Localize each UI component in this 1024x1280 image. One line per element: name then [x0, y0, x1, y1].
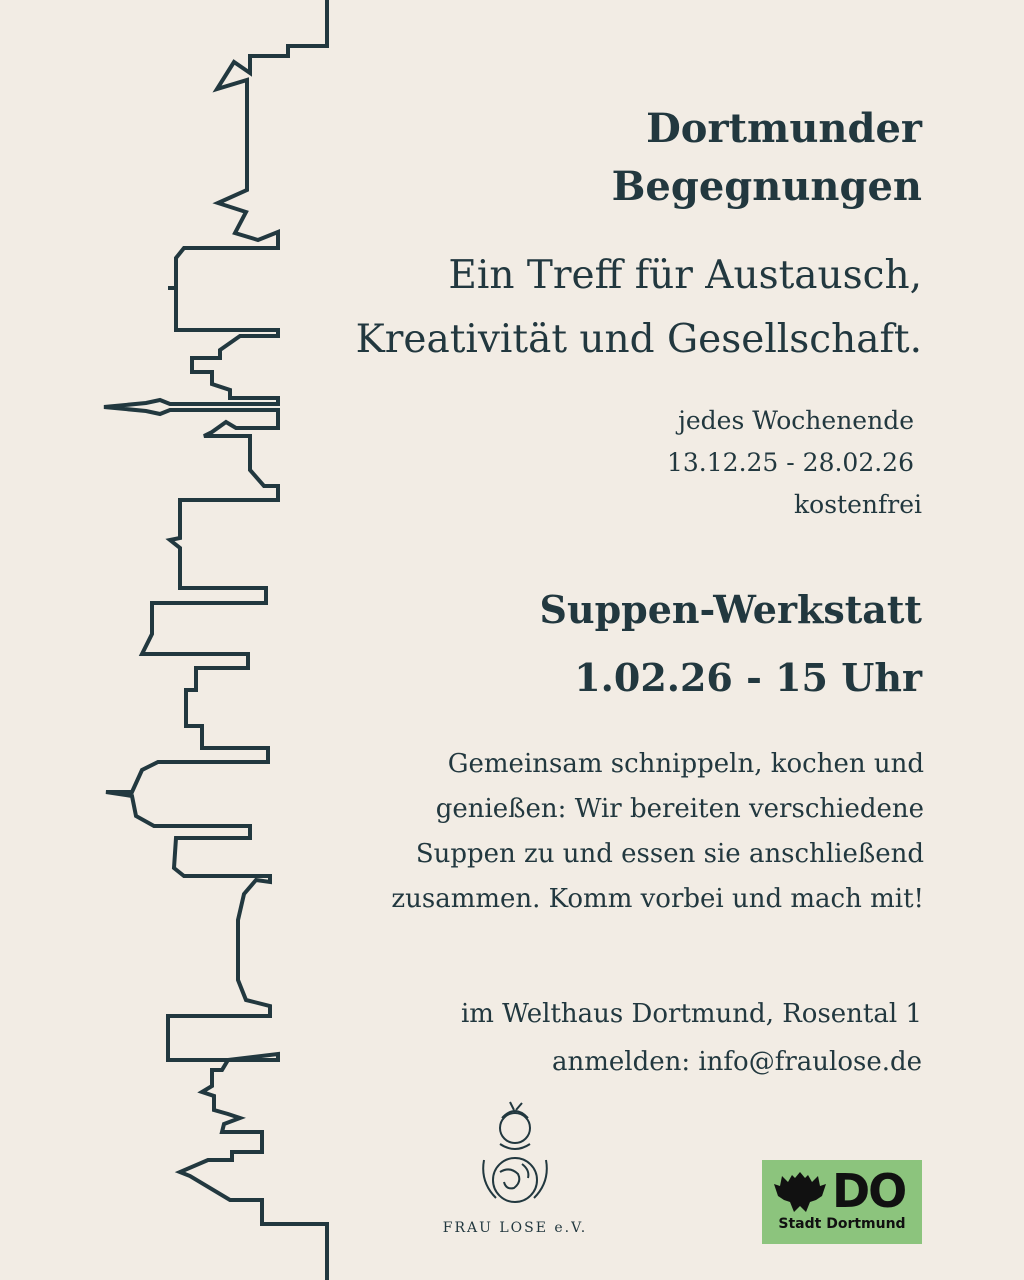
location-address: im Welthaus Dortmund, Rosental 1	[460, 999, 922, 1029]
frau-lose-logo	[440, 1100, 590, 1236]
poster-subtitle	[356, 244, 922, 372]
frau-lose-caption: FRAU LOSE e.V.	[442, 1220, 588, 1236]
event-datetime: 1.02.26 - 15 Uhr	[574, 655, 922, 700]
schedule-price: kostenfrei	[794, 490, 922, 519]
description-line-3: Suppen zu und essen sie anschließend	[415, 839, 924, 869]
event-heading	[540, 576, 923, 712]
stadt-dortmund-label: Stadt Dortmund	[778, 1216, 906, 1232]
woman-globe-icon	[470, 1100, 560, 1212]
event-name: Suppen-Werkstatt	[539, 587, 922, 632]
description-line-2: genießen: Wir bereiten verschiedene	[435, 794, 924, 824]
schedule-range: 13.12.25 - 28.02.26	[667, 448, 914, 477]
description-line-1: Gemeinsam schnippeln, kochen und	[447, 749, 924, 779]
schedule-info	[667, 400, 922, 526]
poster-title	[612, 100, 922, 216]
title-line-2: Begegnungen	[611, 163, 922, 210]
registration-contact: anmelden: info@fraulose.de	[551, 1047, 922, 1077]
event-description	[391, 742, 924, 922]
location-info	[461, 990, 922, 1086]
schedule-frequency: jedes Wochenende	[678, 406, 914, 435]
do-wordmark: DO	[832, 1164, 906, 1218]
subtitle-line-1: Ein Treff für Austausch,	[448, 253, 922, 298]
title-line-1: Dortmunder	[646, 105, 922, 152]
stadt-dortmund-logo	[762, 1160, 922, 1244]
description-line-4: zusammen. Komm vorbei und mach mit!	[391, 884, 924, 914]
eagle-icon	[772, 1170, 828, 1214]
subtitle-line-2: Kreativität und Gesellschaft.	[355, 317, 922, 362]
